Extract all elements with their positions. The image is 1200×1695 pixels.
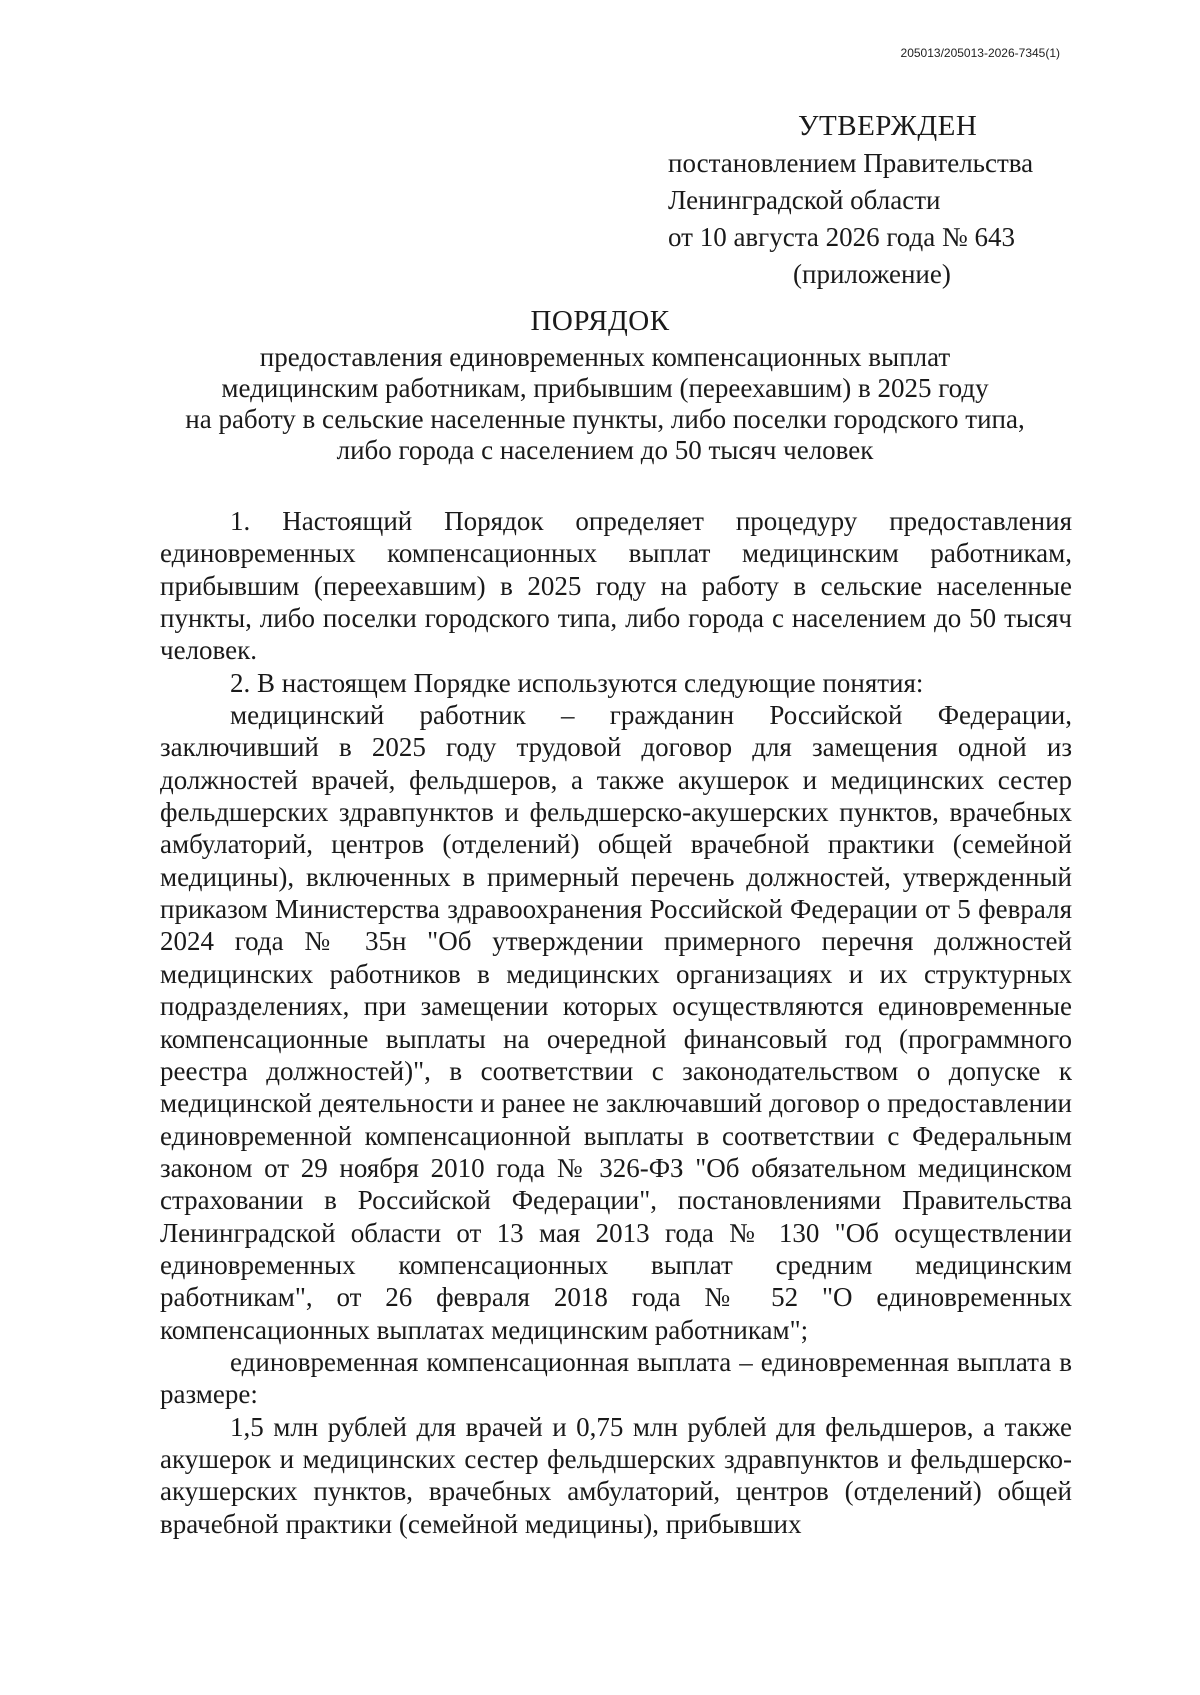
paragraph-payment-amount: 1,5 млн рублей для врачей и 0,75 млн рублей для фельдшеров, а также акушерок и медицинских сестер фельдшерских здравпунктов и фельдшерско-акушерских пунктов, врачебных амбулаторий, центров (отделений) общей врачебной практики (семейной медицины), прибывших	[160, 1411, 1072, 1539]
approval-appendix: (приложение)	[793, 259, 951, 289]
document-body	[160, 505, 1072, 1540]
subtitle-line-2: медицинским работникам, прибывшим (переехавшим) в 2025 году	[221, 373, 989, 403]
subtitle-line-1: предоставления единовременных компенсационных выплат	[259, 342, 951, 372]
document-id: 205013/205013-2026-7345(1)	[900, 46, 1060, 60]
paragraph-2: 2. В настоящем Порядке используются следующие понятия:	[230, 667, 924, 698]
approval-line-3: от 10 августа 2026 года № 643	[668, 222, 1015, 252]
document-title: ПОРЯДОК	[530, 305, 670, 337]
approval-line-1: постановлением Правительства	[668, 148, 1034, 178]
approval-line-2: Ленинградской области	[668, 185, 941, 215]
paragraph-1: 1. Настоящий Порядок определяет процедуру предоставления единовременных компенсационных выплат медицинским работникам, прибывшим (переехавшим) в 2025 году на работу в сельские населенные пункты, либо поселки городского типа, либо города с населением до 50 тысяч человек.	[160, 506, 1072, 666]
approval-stamp	[668, 108, 1088, 293]
subtitle-line-4: либо города с населением до 50 тысяч человек	[336, 435, 874, 465]
paragraph-definition-medical-worker: медицинский работник – гражданин Российской Федерации, заключивший в 2025 году трудовой договор для замещения одной из должностей врачей, фельдшеров, а также акушерок и медицинских сестер фельдшерских здравпунктов и фельдшерско-акушерских пунктов, врачебных амбулаторий, центров (отделений) общей врачебной практики (семейной медицины), включенных в примерный перечень должностей, утвержденный приказом Министерства здравоохранения Российской Федерации от 5 февраля 2024 года № 35н "Об утверждении примерного перечня должностей медицинских работников в медицинских организациях и их структурных подразделениях, при замещении которых осуществляются единовременные компенсационные выплаты на очередной финансовый год (программного реестра должностей)", в соответствии с законодательством о допуске к медицинской деятельности и ранее не заключавший договор о предоставлении единовременной компенсационной выплаты в соответствии с Федеральным законом от 29 ноября 2010 года № 326-ФЗ "Об обязательном медицинском страховании в Российской Федерации", постановлениями Правительства Ленинградской области от 13 мая 2013 года № 130 "Об осуществлении единовременных компенсационных выплат средним медицинским работникам", от 26 февраля 2018 года № 52 "О единовременных компенсационных выплатах медицинским работникам";	[160, 700, 1072, 1345]
approval-title: УТВЕРЖДЕН	[798, 110, 978, 142]
subtitle-line-3: на работу в сельские населенные пункты, либо поселки городского типа,	[185, 404, 1025, 434]
paragraph-definition-payment: единовременная компенсационная выплата – единовременная выплата в размере:	[160, 1346, 1072, 1410]
document-subtitle	[150, 342, 1060, 466]
